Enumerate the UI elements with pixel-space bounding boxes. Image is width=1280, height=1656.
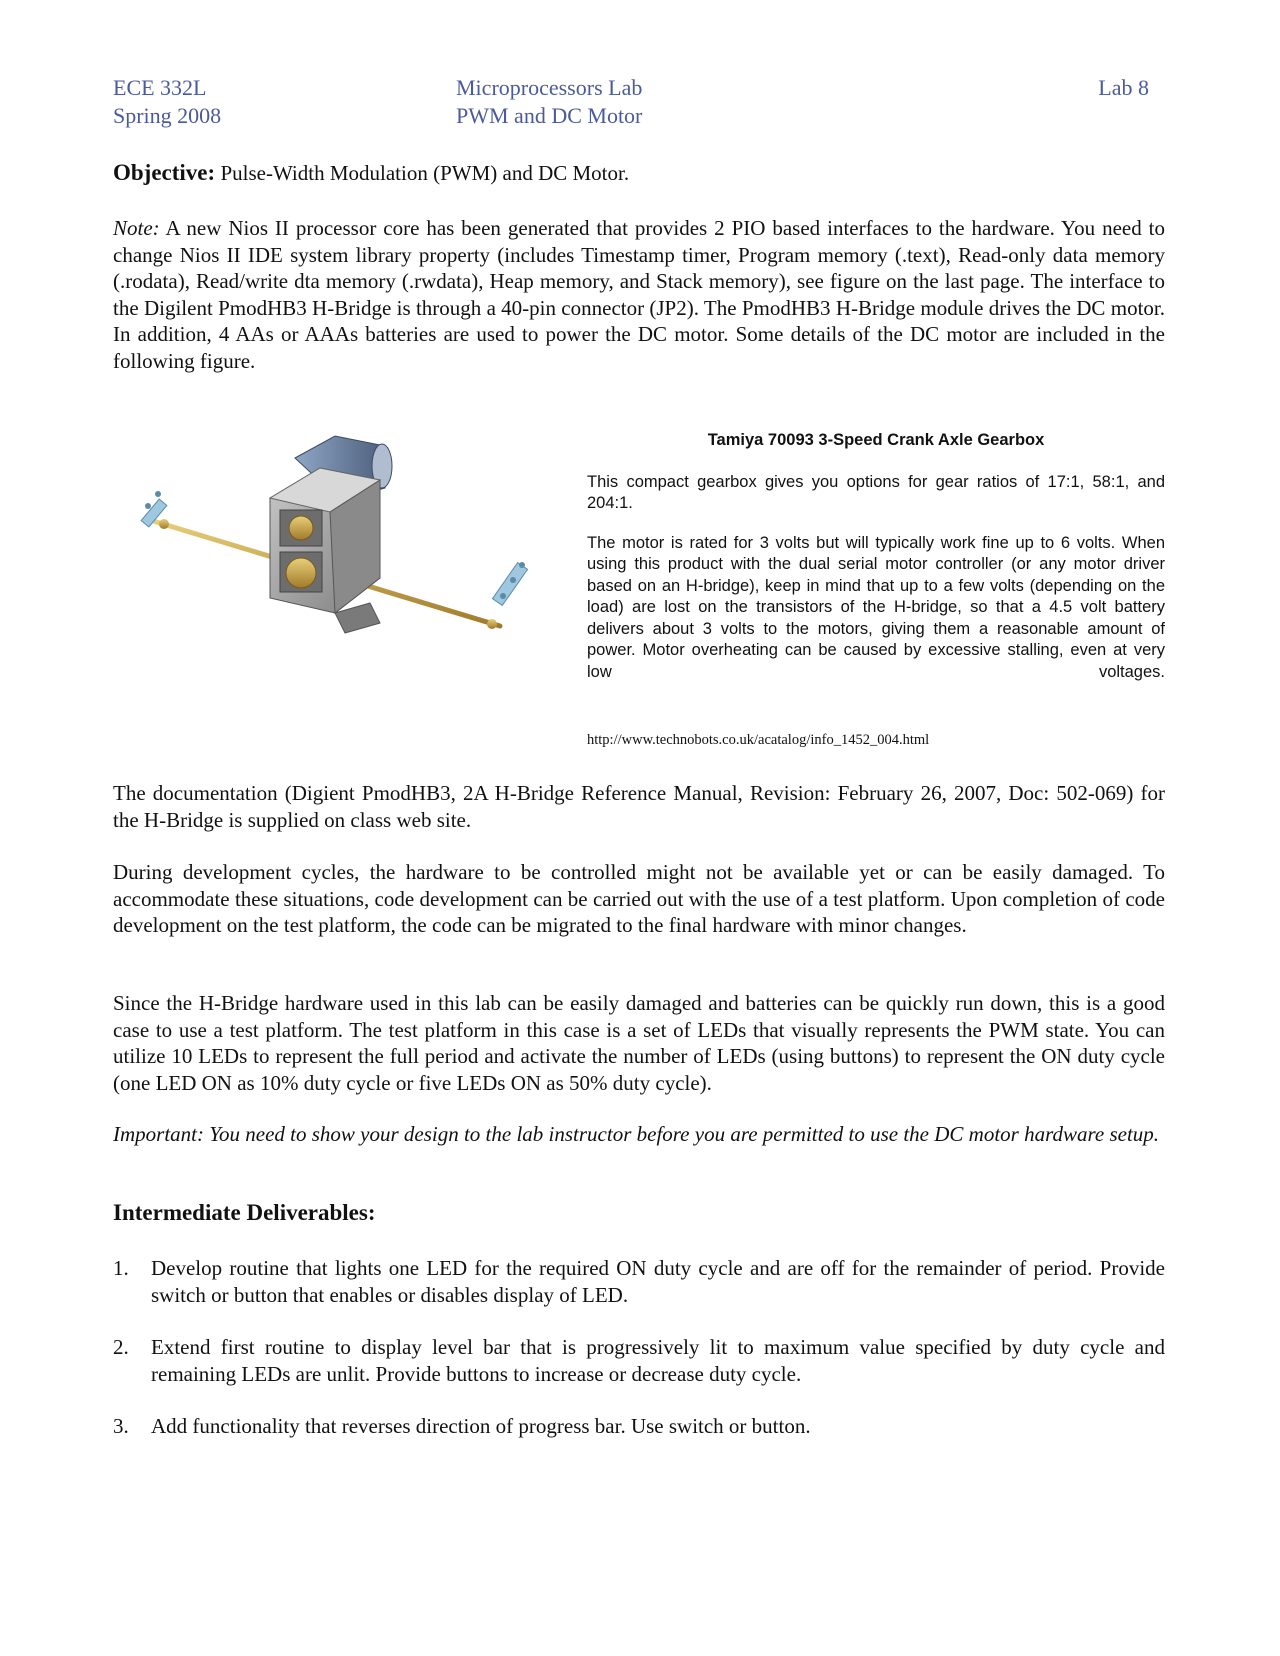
gearbox-photo xyxy=(120,428,552,648)
spec-title: Tamiya 70093 3-Speed Crank Axle Gearbox xyxy=(707,431,1045,449)
item-text: Extend first routine to display level bar that is progressively lit to maximum value specified by duty cycle and remaining LEDs are unlit. Provide buttons to increase or decrease duty cycle. xyxy=(151,1335,1165,1386)
deliverable-item xyxy=(113,1413,1165,1440)
spec-motor-rating: The motor is rated for 3 volts but will typically work fine up to 6 volts. When using this product with the dual serial motor controller (or any motor driver based on an H-bridge), keep in mind that up to a few volts (depending on the load) are lost on the transistors of the H-bridge, so that a 4.5 volt battery delivers about 3 volts to the motors, giving them a reasonable amount of power. Motor overheating can be caused by excessive stalling, even at very low voltages. xyxy=(587,533,1165,681)
note-paragraph xyxy=(113,215,1165,374)
course-code: ECE 332L xyxy=(113,75,207,100)
course-term: Spring 2008 xyxy=(113,103,222,128)
objective xyxy=(113,160,1165,187)
item-number: 2. xyxy=(113,1335,129,1359)
gearbox-spec xyxy=(587,430,1165,701)
header-left xyxy=(113,74,221,130)
deliverable-item xyxy=(113,1255,1165,1308)
spec-source-url: http://www.technobots.co.uk/acatalog/info_1452_004.html xyxy=(587,732,930,748)
deliverables-heading: Intermediate Deliverables: xyxy=(113,1200,376,1225)
spec-gear-ratios: This compact gearbox gives you options for gear ratios of 17:1, 58:1, and 204:1. xyxy=(587,472,1165,512)
lab-number: Lab 8 xyxy=(1098,75,1149,100)
gearbox-body xyxy=(270,468,380,633)
note-text: A new Nios II processor core has been generated that provides 2 PIO based interfaces to the hardware. You need to change Nios II IDE system library property (includes Timestamp timer, Program memory (.text), Read-only data memory (.rodata), Read/write dta memory (.rwdata), Heap memory, and Stack memory), see figure on the last page. The interface to the Digilent PmodHB3 H-Bridge is through a 40-pin connector (JP2). The PmodHB3 H-Bridge module drives the DC motor. In addition, 4 AAs or AAAs batteries are used to power the DC motor. Some details of the DC motor are included in the following figure. xyxy=(113,216,1165,373)
page-header xyxy=(113,74,1149,134)
deliverables-list xyxy=(113,1255,1165,1466)
lab-subtitle: PWM and DC Motor xyxy=(456,103,643,128)
objective-text: Pulse-Width Modulation (PWM) and DC Motor. xyxy=(215,161,630,185)
lab-title: Microprocessors Lab xyxy=(456,75,643,100)
header-right xyxy=(1098,74,1149,102)
note-label: Note: xyxy=(113,216,160,240)
right-crank xyxy=(487,562,528,629)
important-note: Important: You need to show your design to the lab instructor before you are permitted to use the DC motor hardware setup. xyxy=(113,1122,1160,1146)
deliverable-item xyxy=(113,1334,1165,1387)
objective-label: Objective: xyxy=(113,160,216,185)
item-number: 1. xyxy=(113,1256,129,1280)
item-number: 3. xyxy=(113,1414,129,1438)
development-paragraph: During development cycles, the hardware to be controlled might not be available yet or can be easily damaged. To accommodate these situations, code development can be carried out with the use of a test platform. Upon completion of code development on the test platform, the code can be migrated to the final hardware with minor changes. xyxy=(113,860,1165,937)
header-center xyxy=(456,74,642,130)
item-text: Add functionality that reverses direction of progress bar. Use switch or button. xyxy=(151,1414,811,1438)
item-text: Develop routine that lights one LED for the required ON duty cycle and are off for the remainder of period. Provide switch or button that enables or disables display of LED. xyxy=(151,1256,1165,1307)
documentation-paragraph: The documentation (Digient PmodHB3, 2A H-Bridge Reference Manual, Revision: February 26, 2007, Doc: 502-069) for the H-Bridge is supplied on class web site. xyxy=(113,781,1165,832)
test-platform-paragraph: Since the H-Bridge hardware used in this lab can be easily damaged and batteries can be quickly run down, this is a good case to use a test platform. The test platform in this case is a set of LEDs that visually represents the PWM state. You can utilize 10 LEDs to represent the full period and activate the number of LEDs (using buttons) to represent the ON duty cycle (one LED ON as 10% duty cycle or five LEDs ON as 50% duty cycle). xyxy=(113,991,1165,1095)
